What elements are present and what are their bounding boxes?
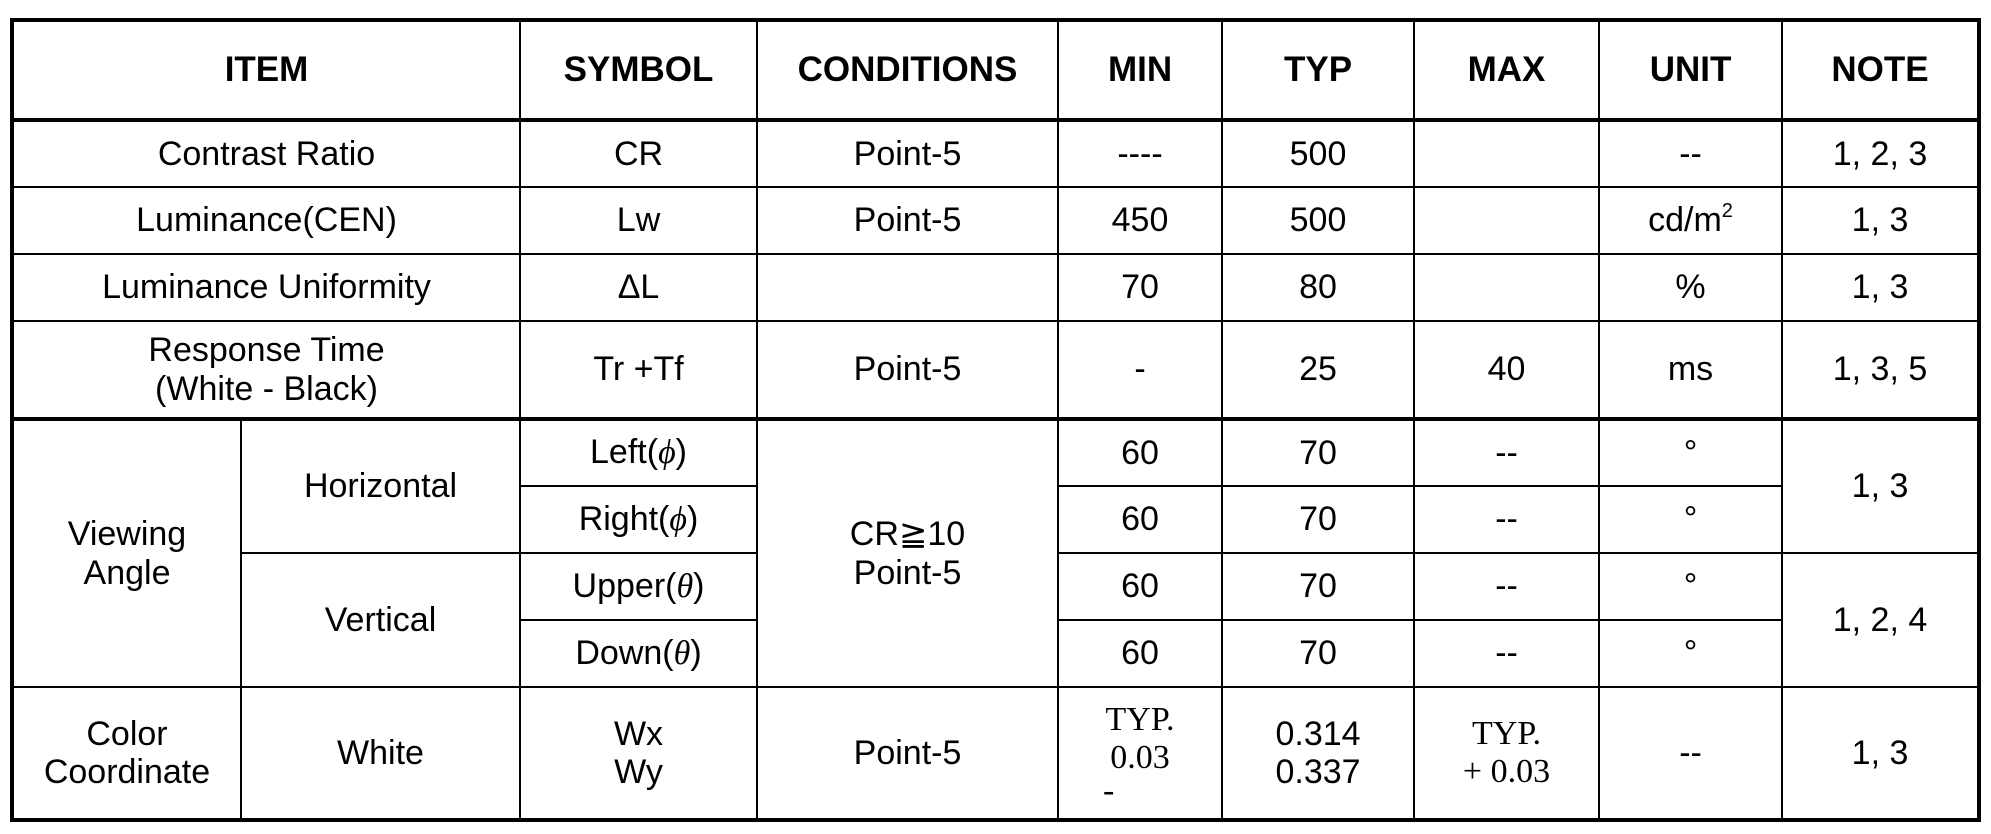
symbol-cell [520,419,757,486]
max-cell [1414,254,1599,321]
conditions-viewing [757,419,1058,687]
symbol-text: Down( [575,633,674,672]
row-response-time [12,321,1979,419]
max-cell: -- [1414,419,1599,486]
unit-cell: ms [1599,321,1782,419]
header-item: ITEM [12,20,520,120]
unit-cell: ° [1599,620,1782,687]
conditions-cell: Point-5 [757,321,1058,419]
header-unit: UNIT [1599,20,1782,120]
max-cell: -- [1414,486,1599,553]
min-cell: 60 [1058,620,1222,687]
optical-spec-table [10,18,1981,822]
unit-cell [1599,187,1782,254]
typ-wx: 0.314 [1275,714,1361,753]
note-cell: 1, 3 [1782,254,1979,321]
note-vertical: 1, 2, 4 [1782,553,1979,687]
min-cell: - [1058,321,1222,419]
min-line-1: TYP. [1105,701,1175,739]
max-cell: -- [1414,620,1599,687]
min-cell: ---- [1058,120,1222,187]
item-line-1: Color [86,714,168,753]
typ-cell: 500 [1222,120,1414,187]
item-luminance-uniformity: Luminance Uniformity [12,254,520,321]
row-contrast-ratio [12,120,1979,187]
typ-cell: 70 [1222,486,1414,553]
header-conditions: CONDITIONS [757,20,1058,120]
row-luminance-uniformity [12,254,1979,321]
header-typ: TYP [1222,20,1414,120]
symbol-cell: CR [520,120,757,187]
close-paren: ) [690,633,702,672]
conditions-cell: Point-5 [757,187,1058,254]
row-luminance [12,187,1979,254]
min-cell: 70 [1058,254,1222,321]
note-cell: 1, 2, 3 [1782,120,1979,187]
typ-wy: 0.337 [1275,753,1361,791]
unit-cell: ° [1599,553,1782,620]
item-color-coordinate [12,687,241,820]
typ-cell: 70 [1222,620,1414,687]
unit-text: cd/m [1648,201,1722,240]
unit-cell: -- [1599,687,1782,820]
item-contrast-ratio: Contrast Ratio [12,120,520,187]
row-viewing-left [12,419,1979,486]
symbol-cell: Tr +Tf [520,321,757,419]
max-cell: -- [1414,553,1599,620]
item-response-time [12,321,520,419]
min-cell: 60 [1058,553,1222,620]
symbol-text: Right( [578,499,670,538]
close-paren: ) [675,433,687,472]
typ-cell: 70 [1222,419,1414,486]
note-horizontal: 1, 3 [1782,419,1979,553]
sub-item-horizontal: Horizontal [241,419,520,553]
row-color-coordinate [12,687,1979,820]
header-min: MIN [1058,20,1222,120]
min-cell [1058,687,1222,820]
symbol-cell: ΔL [520,254,757,321]
theta-symbol: θ [673,634,691,672]
conditions-line-2: Point-5 [853,553,962,592]
unit-superscript: 2 [1721,200,1733,223]
max-cell [1414,187,1599,254]
symbol-wy: Wy [614,753,663,791]
header-note: NOTE [1782,20,1979,120]
typ-cell: 80 [1222,254,1414,321]
symbol-cell [520,486,757,553]
max-line-1: TYP. [1472,714,1541,752]
max-cell: 40 [1414,321,1599,419]
typ-cell: 70 [1222,553,1414,620]
unit-cell: % [1599,254,1782,321]
header-max: MAX [1414,20,1599,120]
sub-item-white: White [241,687,520,820]
phi-symbol: ϕ [669,500,687,538]
symbol-text: Left( [590,433,659,472]
item-line-2: Coordinate [43,753,211,791]
item-line-1: Response Time [148,331,385,370]
close-paren: ) [693,566,705,605]
conditions-cell: Point-5 [757,120,1058,187]
item-viewing-angle [12,419,241,687]
item-line-1: Viewing [67,515,187,554]
close-paren: ) [687,499,699,538]
max-cell [1414,120,1599,187]
symbol-cell [520,553,757,620]
note-cell: 1, 3 [1782,687,1979,820]
max-cell [1414,687,1599,820]
conditions-cell [757,254,1058,321]
unit-cell: -- [1599,120,1782,187]
unit-cell: ° [1599,419,1782,486]
header-symbol: SYMBOL [520,20,757,120]
typ-cell: 500 [1222,187,1414,254]
sub-item-vertical: Vertical [241,553,520,687]
phi-symbol: ϕ [658,434,676,472]
symbol-cell [520,620,757,687]
min-cell: 450 [1058,187,1222,254]
symbol-cell [520,687,757,820]
conditions-cell: Point-5 [757,687,1058,820]
min-cell: 60 [1058,486,1222,553]
theta-symbol: θ [676,567,694,605]
symbol-wx: Wx [613,714,664,753]
note-cell: 1, 3, 5 [1782,321,1979,419]
min-cell: 60 [1058,419,1222,486]
typ-cell [1222,687,1414,820]
item-luminance: Luminance(CEN) [12,187,520,254]
symbol-cell: Lw [520,187,757,254]
item-line-2: Angle [83,553,171,592]
max-line-2: + 0.03 [1462,753,1551,790]
symbol-text: Upper( [572,566,677,605]
unit-cell: ° [1599,486,1782,553]
typ-cell: 25 [1222,321,1414,419]
min-line-3: - [1103,772,1115,810]
note-cell: 1, 3 [1782,187,1979,254]
conditions-line-1: CR≧10 [849,515,966,554]
item-line-2: (White - Black) [155,369,378,408]
min-line-2: 0.03 [1110,739,1170,777]
